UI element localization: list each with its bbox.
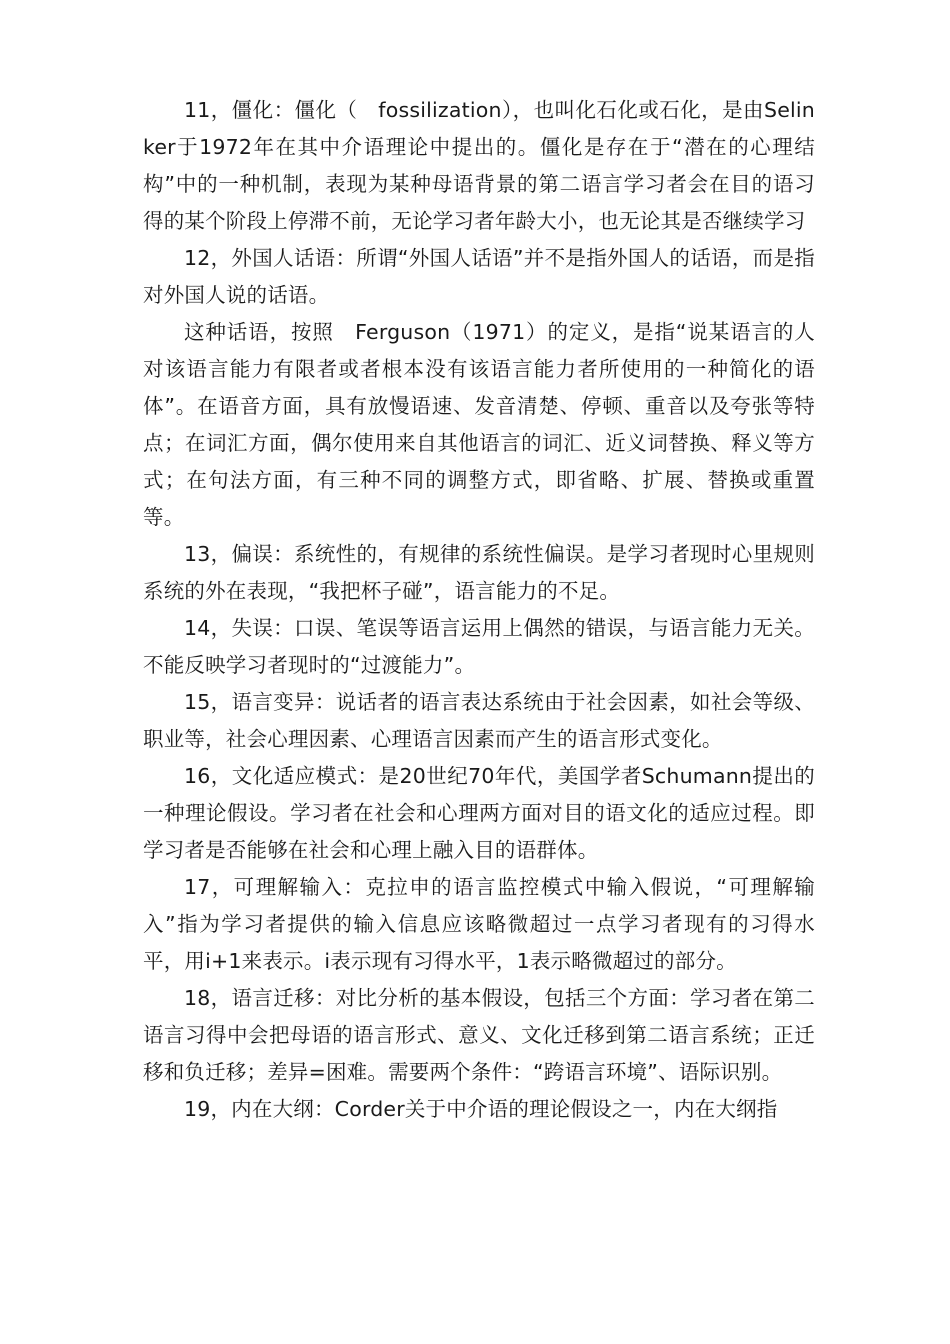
paragraph-foreigner-talk: 12，外国人话语：所谓“外国人话语”并不是指外国人的话语，而是指对外国人说的话语。 bbox=[143, 246, 815, 307]
paragraph-acculturation-model: 16，文化适应模式：是20世纪70年代，美国学者Schumann提出的一种理论假设。学习者在社会和心理两方面对目的语文化的适应过程。即学习者是否能够在社会和心理上融入目的语群体。 bbox=[143, 764, 815, 862]
paragraph-comprehensible-input: 17，可理解输入：克拉申的语言监控模式中输入假说，“可理解输入”指为学习者提供的输入信息应该略微超过一点学习者现有的习得水平，用i+1来表示。i表示现有习得水平，1表示略微超过的部分。 bbox=[143, 875, 815, 973]
paragraph-fossilization: 11，僵化：僵化（ fossilization），也叫化石化或石化，是由Selinker于1972年在其中介语理论中提出的。僵化是存在于“潜在的心理结构”中的一种机制，表现为某种母语背景的第二语言学习者会在目的语习得的某个阶段上停滞不前，无论学习者年龄大小，也无论其是否继续学习 bbox=[143, 98, 815, 233]
paragraph-language-variation: 15，语言变异：说话者的语言表达系统由于社会因素，如社会等级、职业等，社会心理因素、心理语言因素而产生的语言形式变化。 bbox=[143, 690, 815, 751]
paragraph-language-transfer: 18，语言迁移：对比分析的基本假设，包括三个方面：学习者在第二语言习得中会把母语的语言形式、意义、文化迁移到第二语言系统；正迁移和负迁移；差异=困难。需要两个条件：“跨语言环境”、语际识别。 bbox=[143, 986, 815, 1084]
paragraph-built-in-syllabus: 19，内在大纲：Corder关于中介语的理论假设之一，内在大纲指 bbox=[184, 1097, 778, 1121]
paragraph-foreigner-talk-definition: 这种话语，按照 Ferguson（1971）的定义，是指“说某语言的人对该语言能力有限者或者根本没有该语言能力者所使用的一种简化的语体”。在语音方面，具有放慢语速、发音清楚、停顿、重音以及夸张等特点；在词汇方面，偶尔使用来自其他语言的词汇、近义词替换、释义等方式；在句法方面，有三种不同的调整方式，即省略、扩展、替换或重置等。 bbox=[143, 320, 815, 529]
document-body bbox=[143, 92, 815, 1128]
paragraph-error: 13，偏误：系统性的，有规律的系统性偏误。是学习者现时心里规则系统的外在表现，“我把杯子碰”，语言能力的不足。 bbox=[143, 542, 815, 603]
paragraph-mistake: 14，失误：口误、笔误等语言运用上偶然的错误，与语言能力无关。不能反映学习者现时的“过渡能力”。 bbox=[143, 616, 815, 677]
